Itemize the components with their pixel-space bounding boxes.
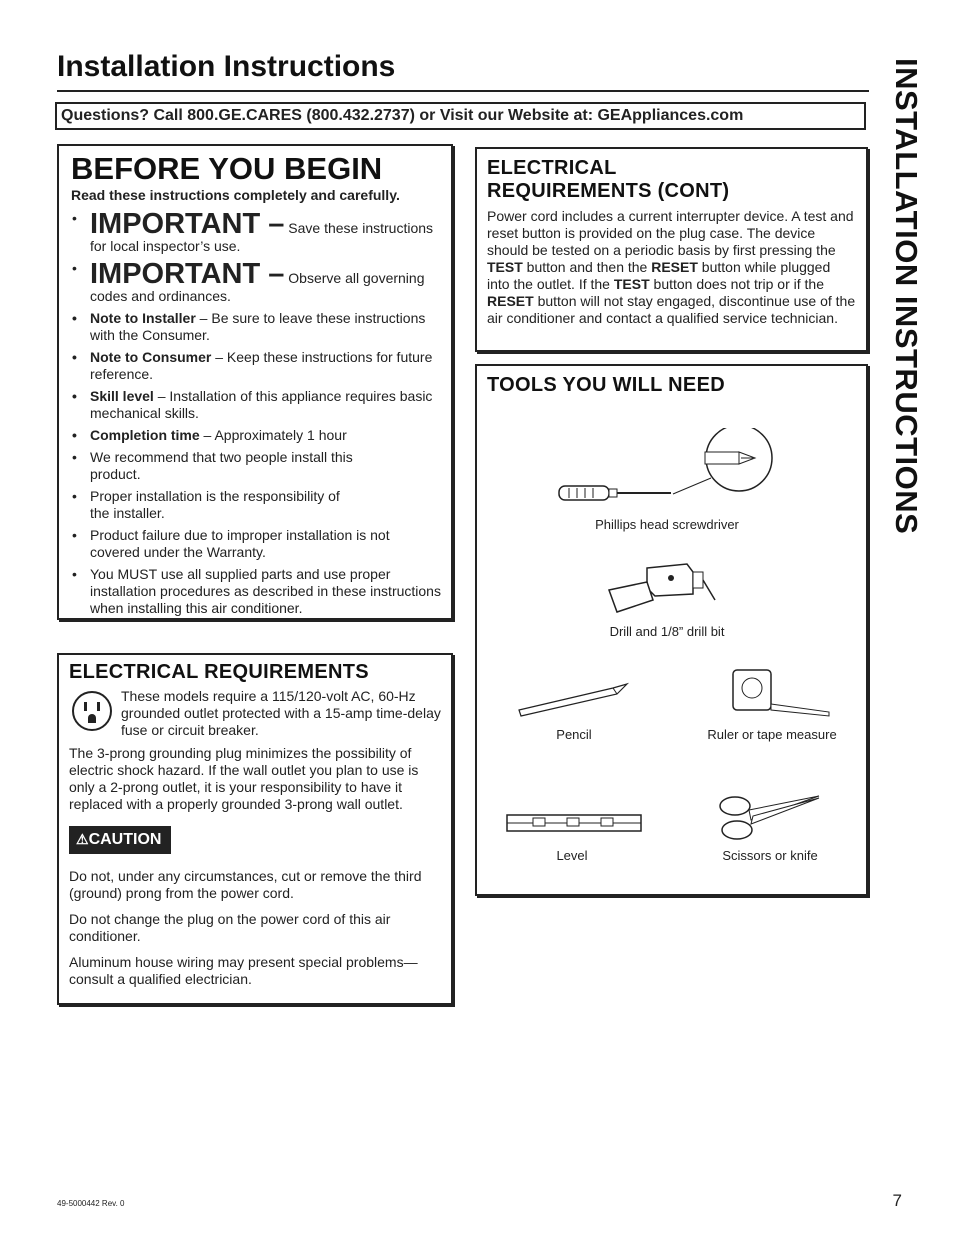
questions-bar xyxy=(55,102,866,130)
text-run: button will not stay engaged, discontinue use of the air conditioner and contact a qualified service technician. xyxy=(487,293,856,326)
pencil-icon xyxy=(515,682,635,718)
test-term: TEST xyxy=(613,276,650,292)
grounded-outlet-icon xyxy=(71,690,113,732)
before-you-begin-list xyxy=(71,210,443,617)
before-you-begin-title: BEFORE YOU BEGIN xyxy=(71,151,383,186)
item-label: Note to Consumer xyxy=(90,349,212,365)
item-text: – Installation of this appliance requires basic mechanical skills. xyxy=(90,388,433,421)
important-text: Observe all governing codes and ordinances. xyxy=(90,270,425,304)
warning-triangle-icon: ⚠ xyxy=(76,831,89,847)
drill-label: Drill and 1/8” drill bit xyxy=(609,624,725,639)
item-text: Proper installation is the responsibility of the installer. xyxy=(90,488,340,521)
pencil-label: Pencil xyxy=(556,727,592,742)
electrical-requirements-box xyxy=(57,653,453,1005)
before-you-begin-box xyxy=(57,144,453,620)
level-icon xyxy=(505,811,645,835)
tools-box xyxy=(475,364,868,896)
wiring-paragraph: Aluminum house wiring may present special problems—consult a qualified electrician. xyxy=(69,954,418,987)
item-text: Product failure due to improper installation is not covered under the Warranty. xyxy=(90,527,390,560)
screwdriver-icon xyxy=(555,428,775,508)
item-text: – Be sure to leave these instructions with the Consumer. xyxy=(90,310,426,343)
text-run: button while plugged into the outlet. If the xyxy=(487,259,831,292)
page-title: Installation Instructions xyxy=(57,50,396,83)
important-label: IMPORTANT – xyxy=(90,208,285,240)
item-label: Skill level xyxy=(90,388,154,404)
list-item: • Proper installation is the responsibility of the installer. xyxy=(72,488,340,521)
interrupter-paragraph xyxy=(487,208,856,327)
caution-text: CAUTION xyxy=(88,831,162,848)
item-text: We recommend that two people install this product. xyxy=(90,449,353,482)
item-label: Completion time xyxy=(90,427,200,443)
list-item: • You MUST use all supplied parts and use proper installation procedures as described in these instructions when installing this air conditioner. xyxy=(72,566,441,616)
side-tab xyxy=(882,58,932,535)
page-number: 7 xyxy=(892,1191,902,1210)
item-label: Note to Installer xyxy=(90,310,196,326)
important-label: IMPORTANT – xyxy=(90,258,285,290)
caution-paragraph: Do not, under any circumstances, cut or remove the third (ground) prong from the power cord. xyxy=(69,868,422,901)
reset-term: RESET xyxy=(487,293,534,309)
scissors-icon xyxy=(715,792,825,844)
item-text: – Approximately 1 hour xyxy=(199,427,347,443)
questions-text: Questions? Call 800.GE.CARES (800.432.2737) or Visit our Website at: GEAppliances.com xyxy=(61,107,744,124)
screwdriver-label: Phillips head screwdriver xyxy=(595,517,739,532)
important-item: • IMPORTANT – Observe all governing codes and ordinances. xyxy=(72,258,425,304)
electrical-cont-title: ELECTRICAL REQUIREMENTS (CONT) xyxy=(487,157,730,202)
document-number: 49-5000442 Rev. 0 xyxy=(57,1199,125,1208)
list-item: • Note to Consumer – Keep these instructions for future reference. xyxy=(72,349,433,382)
scissors-label: Scissors or knife xyxy=(722,848,818,863)
outlet-text: These models require a 115/120-volt AC, 60-Hz grounded outlet protected with a 15-amp time-delay fuse or circuit breaker. xyxy=(121,688,441,738)
test-term: TEST xyxy=(487,259,523,275)
text-run: button and then the xyxy=(522,259,652,275)
item-text: – Keep these instructions for future reference. xyxy=(90,349,433,382)
important-text: Save these instructions for local inspector’s use. xyxy=(90,220,434,254)
outlet-requirement xyxy=(69,688,441,739)
list-item: • Skill level – Installation of this appliance requires basic mechanical skills. xyxy=(72,388,433,421)
important-item: • IMPORTANT – Save these instructions for local inspector’s use. xyxy=(72,208,434,254)
tools-title: TOOLS YOU WILL NEED xyxy=(487,374,725,396)
list-item: • Note to Installer – Be sure to leave these instructions with the Consumer. xyxy=(72,310,426,343)
tape-measure-icon xyxy=(727,666,837,722)
list-item: • Product failure due to improper installation is not covered under the Warranty. xyxy=(72,527,390,560)
drill-icon xyxy=(607,560,717,620)
ruler-label: Ruler or tape measure xyxy=(707,727,837,742)
side-tab-label: INSTALLATION INSTRUCTIONS xyxy=(889,58,924,535)
electrical-cont-box xyxy=(475,147,868,352)
text-run: Power cord includes a current interrupter device. A test and reset button is provided on the plug case. The device should be tested on a periodic basis by first pressing the xyxy=(487,208,854,258)
item-text: You MUST use all supplied parts and use proper installation procedures as described in these instructions when installing this air conditioner. xyxy=(90,566,441,616)
before-you-begin-subtitle: Read these instructions completely and carefully. xyxy=(71,187,400,203)
level-label: Level xyxy=(556,848,588,863)
electrical-requirements-title: ELECTRICAL REQUIREMENTS xyxy=(69,661,369,683)
list-item: • Completion time – Approximately 1 hour xyxy=(72,427,347,443)
grounding-paragraph: The 3-prong grounding plug minimizes the possibility of electric shock hazard. If the wall outlet you plan to use is only a 2-prong outlet, it is your responsibility to have it replaced with a properly grounded 3-prong wall outlet. xyxy=(69,745,419,812)
reset-term: RESET xyxy=(651,259,698,275)
list-item: • We recommend that two people install this product. xyxy=(72,449,353,482)
caution-label xyxy=(69,826,171,854)
text-run: button does not trip or if the xyxy=(649,276,824,292)
title-divider xyxy=(57,90,869,92)
plug-paragraph: Do not change the plug on the power cord of this air conditioner. xyxy=(69,911,391,944)
